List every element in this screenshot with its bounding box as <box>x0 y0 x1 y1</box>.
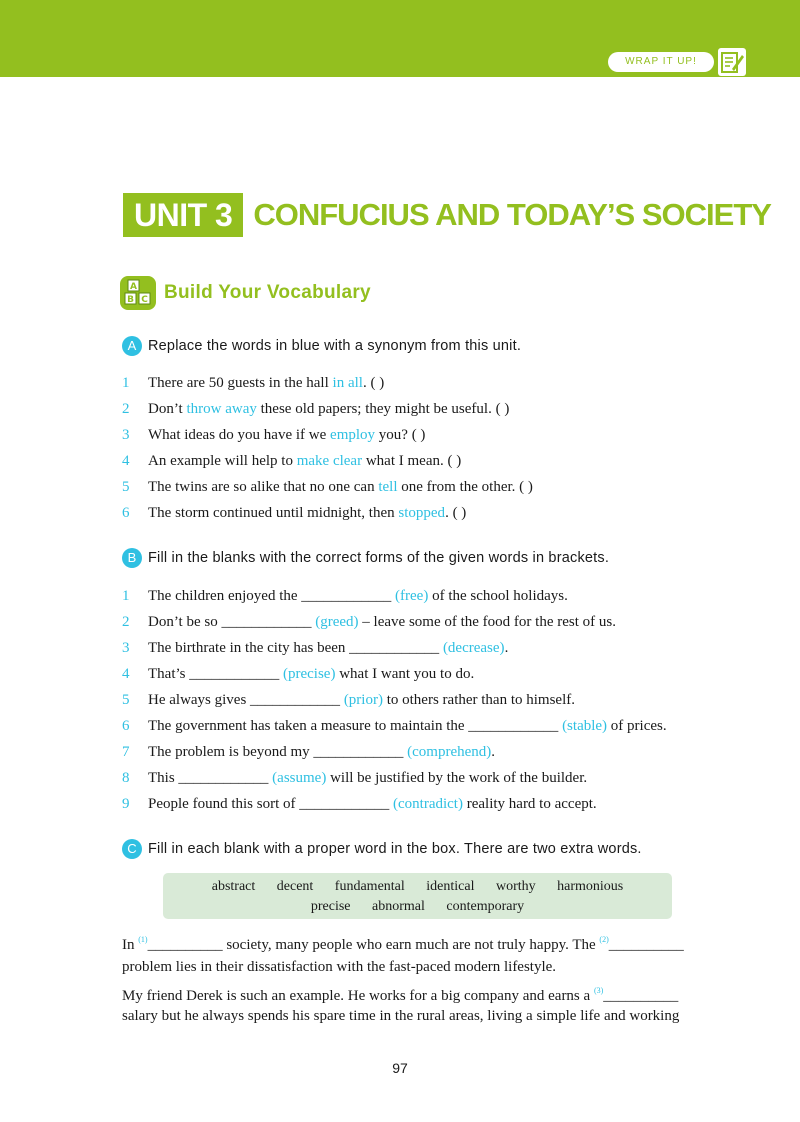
svg-text:C: C <box>141 295 148 305</box>
unit-badge: UNIT 3 <box>123 193 243 237</box>
exercise-b-list <box>122 583 667 817</box>
list-item: 3 The birthrate in the city has been ____________ (decrease). <box>122 640 509 656</box>
passage-line: problem lies in their dissatisfaction with the fast-paced modern lifestyle. <box>122 959 557 975</box>
passage-line: In $^{(1)}$__________ society, many people who earn much are not truly happy. The $^{(2)}$__________ <box>122 935 684 953</box>
list-item: 9 People found this sort of ____________ (contradict) reality hard to accept. <box>122 796 597 812</box>
list-item: 5 He always gives ____________ (prior) to others rather than to himself. <box>122 692 576 708</box>
exercise-c-text: Fill in each blank with a proper word in the box. There are two extra words. <box>148 841 642 857</box>
list-item: 2 Don’t be so ____________ (greed) – leave some of the food for the rest of us. <box>122 614 616 630</box>
abc-blocks-icon <box>120 276 156 310</box>
list-item: 6 The storm continued until midnight, then stopped. ( ) <box>122 505 467 521</box>
list-item: 6 The government has taken a measure to maintain the ____________ (stable) of prices. <box>122 718 667 734</box>
wrap-it-up-label: WRAP IT UP! <box>608 52 714 72</box>
unit-title <box>123 193 771 237</box>
page-number: 97 <box>392 1060 408 1076</box>
section-title: Build Your Vocabulary <box>164 282 371 303</box>
list-item: 8 This ____________ (assume) will be justified by the work of the builder. <box>122 770 588 786</box>
box-word: worthy <box>495 879 536 894</box>
exercise-a-text: Replace the words in blue with a synonym from this unit. <box>148 338 522 354</box>
word-box <box>163 873 672 919</box>
notepad-pencil-icon <box>718 48 746 76</box>
list-item: 4 That’s ____________ (precise) what I want you to do. <box>122 666 475 682</box>
box-word: precise <box>310 899 351 914</box>
exercise-c-letter: C <box>122 839 142 859</box>
box-word: abstract <box>211 879 256 894</box>
svg-text:B: B <box>127 295 134 305</box>
box-word: fundamental <box>334 879 405 894</box>
exercise-a-instruction <box>122 335 521 357</box>
box-word: identical <box>426 879 475 894</box>
list-item: 2 Don’t throw away these old papers; they might be useful. ( ) <box>122 401 510 417</box>
list-item: 4 An example will help to make clear what I mean. ( ) <box>122 453 462 469</box>
word-box-row <box>163 897 672 917</box>
box-word: contemporary <box>446 899 525 914</box>
exercise-a-letter: A <box>122 336 142 356</box>
unit-name: CONFUCIUS AND TODAY’S SOCIETY <box>253 197 771 232</box>
passage-line: salary but he always spends his spare time in the rural areas, living a simple life and working <box>122 1008 680 1024</box>
list-item: 1 The children enjoyed the ____________ (free) of the school holidays. <box>122 588 568 604</box>
list-item: 1 There are 50 guests in the hall in all. ( ) <box>122 375 385 391</box>
exercise-b-letter: B <box>122 548 142 568</box>
exercise-a-list <box>122 370 533 526</box>
section-heading <box>120 276 371 310</box>
exercise-c-instruction <box>122 838 642 860</box>
passage-line: My friend Derek is such an example. He works for a big company and earns a $^{(3)}$__________ <box>122 986 679 1004</box>
box-word: harmonious <box>557 879 624 894</box>
box-word: abnormal <box>372 899 425 914</box>
exercise-b-instruction <box>122 547 609 569</box>
exercise-b-text: Fill in the blanks with the correct forms of the given words in brackets. <box>148 550 610 566</box>
svg-text:A: A <box>130 282 137 292</box>
list-item: 7 The problem is beyond my ____________ (comprehend). <box>122 744 496 760</box>
list-item: 3 What ideas do you have if we employ you? ( ) <box>122 427 426 443</box>
list-item: 5 The twins are so alike that no one can tell one from the other. ( ) <box>122 479 533 495</box>
word-box-row <box>163 877 672 897</box>
box-word: decent <box>276 879 314 894</box>
